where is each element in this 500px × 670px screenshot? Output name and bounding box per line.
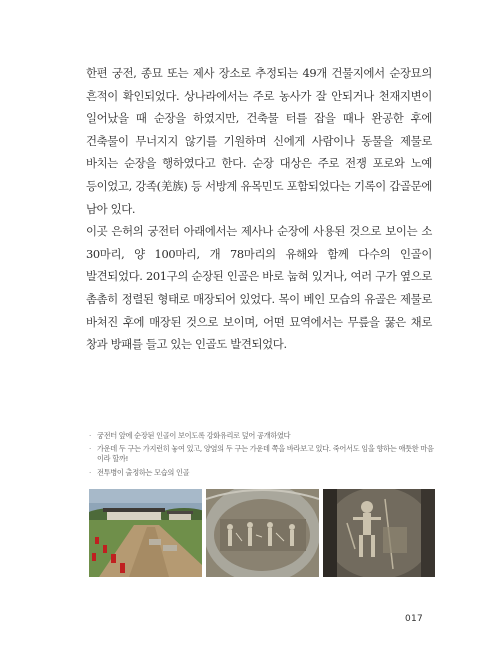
caption-text: 궁전터 앞에 순장된 인골이 보이도록 강화유리로 덮어 공개하였다: [97, 431, 291, 440]
skeletons-under-glass-photo: [206, 489, 319, 577]
caption-1: [89, 431, 434, 441]
photo-strip: [89, 489, 435, 577]
page-number: 017: [405, 614, 424, 624]
palace-site-photo: [89, 489, 202, 577]
body-text: [86, 62, 432, 356]
caption-bullet: ·: [89, 444, 91, 454]
caption-text: 가운데 두 구는 가지런히 놓여 있고, 양옆의 두 구는 가운데 쪽을 바라보고 있다. 죽어서도 임을 향하는 애틋한 마음이라 할까!: [97, 444, 434, 464]
caption-3: [89, 468, 434, 478]
caption-bullet: ·: [89, 467, 91, 477]
paragraph-1: 한편 궁전, 종묘 또는 제사 장소로 추정되는 49개 건물지에서 순장묘의 흔적이 확인되었다. 상나라에서는 주로 농사가 잘 안되거나 천재지변이 일어났을 때 순장을 하였지만, 건축물 터를 잡을 때나 완공한 후에 건축물이 무너지지 않기를 기원하며 신에게 사람이나 동물을 제물로 바치는 순장을 행하였다고 한다. 순장 대상은 주로 전쟁 포로와 노예 등이었고, 강족(羌族) 등 서방계 유목민도 포함되었다는 기록이 갑골문에 남아 있다.: [86, 66, 432, 216]
caption-text: 전투병이 출정하는 모습의 인골: [97, 467, 190, 477]
photo-captions: [89, 431, 434, 481]
paragraph-2: 이곳 은허의 궁전터 아래에서는 제사나 순장에 사용된 것으로 보이는 소 30마리, 양 100마리, 개 78마리의 유해와 함께 다수의 인골이 발견되었다. 201구의 순장된 인골은 바로 눕혀 있거나, 여러 구가 옆으로 촘촘히 정렬된 형태로 매장되어 있었다. 목이 베인 모습의 유골은 제물로 바쳐진 후에 매장된 것으로 보이며, 어떤 묘역에서는 무릎을 꿇은 채로 창과 방패를 들고 있는 인골도 발견되었다.: [86, 224, 432, 352]
caption-bullet: ·: [89, 431, 91, 440]
caption-2: [89, 444, 434, 464]
warrior-skeleton-photo: [323, 489, 435, 577]
